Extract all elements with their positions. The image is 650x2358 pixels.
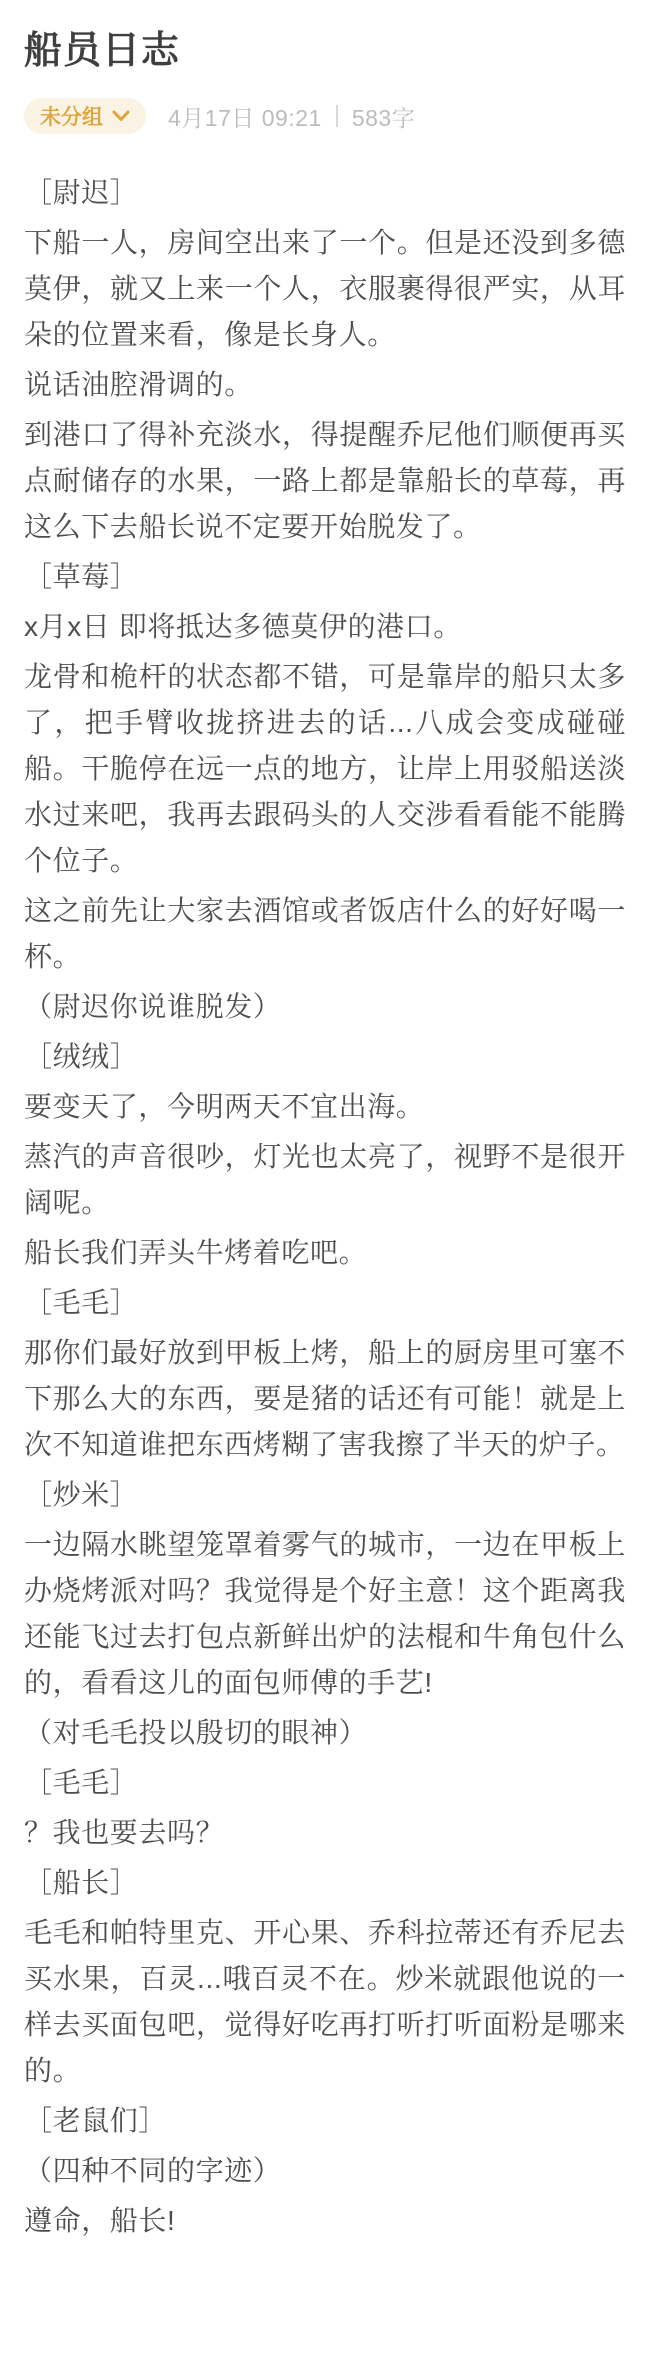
paragraph: ？我也要去吗？ bbox=[24, 1817, 225, 1848]
paragraph: ［老鼠们］ bbox=[24, 2105, 168, 2136]
paragraph: 船长我们弄头牛烤着吃吧。 bbox=[24, 1237, 368, 1268]
paragraph: 毛毛和帕特里克、开心果、乔科拉蒂还有乔尼去买水果，百灵...哦百灵不在。炒米就跟他说的一样去买面包吧，觉得好吃再打听打听面粉是哪来的。 bbox=[24, 1917, 626, 2086]
paragraph: ［炒米］ bbox=[24, 1479, 139, 1510]
paragraph: 下船一人，房间空出来了一个。但是还没到多德莫伊，就又上来一个人，衣服裹得很严实，从耳朵的位置来看，像是长身人。 bbox=[24, 227, 626, 350]
note-datetime: 4月17日 09:21 bbox=[168, 104, 322, 131]
paragraph: 蒸汽的声音很吵，灯光也太亮了，视野不是很开阔呢。 bbox=[24, 1141, 626, 1218]
paragraph: （对毛毛投以殷切的眼神） bbox=[24, 1717, 368, 1748]
paragraph: 要变天了，今明两天不宜出海。 bbox=[24, 1091, 425, 1122]
paragraph: x月x日 即将抵达多德莫伊的港口。 bbox=[24, 611, 462, 642]
paragraph: ［草莓］ bbox=[24, 561, 139, 592]
paragraph: ［绒绒］ bbox=[24, 1041, 139, 1072]
paragraph: ［毛毛］ bbox=[24, 1767, 139, 1798]
paragraph: ［船长］ bbox=[24, 1867, 139, 1898]
notebook-tag-label: 未分组 bbox=[40, 106, 103, 129]
paragraph: 到港口了得补充淡水，得提醒乔尼他们顺便再买点耐储存的水果，一路上都是靠船长的草莓，再这么下去船长说不定要开始脱发了。 bbox=[24, 419, 626, 542]
note-body[interactable] bbox=[24, 170, 626, 2244]
paragraph: 这之前先让大家去酒馆或者饭店什么的好好喝一杯。 bbox=[24, 895, 626, 972]
meta-divider bbox=[336, 105, 338, 127]
paragraph: （四种不同的字迹） bbox=[24, 2155, 282, 2186]
paragraph: 说话油腔滑调的。 bbox=[24, 369, 253, 400]
note-word-count: 583字 bbox=[351, 104, 416, 131]
paragraph: 那你们最好放到甲板上烤，船上的厨房里可塞不下那么大的东西，要是猪的话还有可能！就是上次不知道谁把东西烤糊了害我擦了半天的炉子。 bbox=[24, 1337, 626, 1460]
note-meta-info bbox=[168, 100, 415, 133]
paragraph: ［尉迟］ bbox=[24, 177, 139, 208]
paragraph: 龙骨和桅杆的状态都不错，可是靠岸的船只太多了，把手臂收拢挤进去的话...八成会变成碰碰船。干脆停在远一点的地方，让岸上用驳船送淡水过来吧，我再去跟码头的人交涉看看能不能腾个位子。 bbox=[24, 661, 626, 876]
notebook-tag-button[interactable] bbox=[24, 98, 146, 134]
paragraph: （尉迟你说谁脱发） bbox=[24, 991, 282, 1022]
paragraph: ［毛毛］ bbox=[24, 1287, 139, 1318]
paragraph: 一边隔水眺望笼罩着雾气的城市，一边在甲板上办烧烤派对吗？我觉得是个好主意！这个距离我还能飞过去打包点新鲜出炉的法棍和牛角包什么的，看看这儿的面包师傅的手艺! bbox=[24, 1529, 626, 1698]
chevron-down-icon bbox=[112, 110, 130, 122]
note-meta-row bbox=[24, 98, 626, 134]
paragraph: 遵命，船长! bbox=[24, 2205, 176, 2236]
note-title[interactable]: 船员日志 bbox=[24, 30, 181, 72]
